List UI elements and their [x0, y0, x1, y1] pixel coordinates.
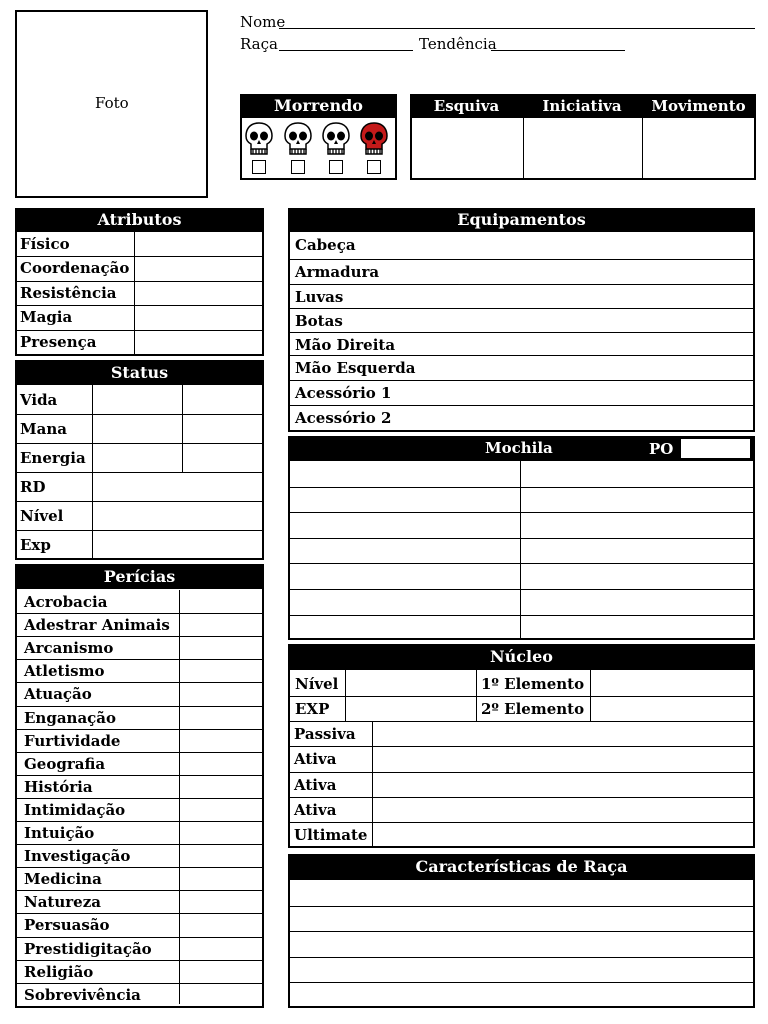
row-divider	[288, 563, 755, 564]
row-divider	[288, 487, 755, 488]
skill-label: Investigação	[24, 847, 131, 866]
skill-value-field[interactable]	[181, 938, 261, 959]
equipment-field[interactable]	[420, 310, 750, 330]
row-divider	[15, 530, 264, 531]
attribute-label: Coordenação	[20, 259, 130, 278]
ability-field[interactable]	[375, 824, 752, 846]
row-divider	[15, 501, 264, 502]
core-exp-field[interactable]	[347, 698, 474, 719]
attribute-label: Resistência	[20, 283, 117, 302]
gold-field[interactable]	[681, 439, 750, 458]
alignment-field[interactable]	[491, 33, 625, 50]
skill-label: Prestidigitação	[24, 939, 152, 958]
skill-label: Natureza	[24, 893, 101, 912]
skills-title: Perícias	[15, 564, 264, 589]
status-current-field[interactable]	[94, 387, 180, 412]
column-divider	[179, 590, 180, 1004]
skill-label: História	[24, 777, 93, 796]
skill-value-field[interactable]	[181, 822, 261, 843]
backpack-item-field[interactable]	[291, 591, 517, 613]
row-divider	[288, 615, 755, 616]
movement-label: Movimento	[651, 97, 746, 115]
skull-icon	[244, 122, 274, 156]
backpack-title: Mochila	[485, 439, 553, 457]
ability-label: Ativa	[294, 776, 337, 794]
attribute-label: Físico	[20, 235, 70, 253]
skull-icon	[283, 122, 313, 156]
row-divider	[288, 589, 755, 590]
row-divider	[288, 512, 755, 513]
element-2-label: 2º Elemento	[481, 700, 585, 718]
attribute-value-field[interactable]	[136, 332, 260, 352]
row-divider	[288, 721, 755, 722]
equipment-label: Botas	[295, 312, 343, 330]
status-label: Exp	[20, 536, 51, 554]
race-label: Raça	[240, 35, 278, 53]
status-label: Mana	[20, 420, 67, 438]
core-level-label: Nível	[295, 675, 339, 693]
ability-field[interactable]	[375, 748, 752, 770]
skill-value-field[interactable]	[181, 776, 261, 797]
backpack-item-field[interactable]	[291, 489, 517, 511]
status-label: Nível	[20, 507, 64, 525]
row-divider	[288, 906, 755, 907]
skill-value-field[interactable]	[181, 637, 261, 658]
backpack-item-field[interactable]	[291, 540, 517, 562]
element-1-field[interactable]	[592, 673, 752, 694]
ability-label: Ultimate	[294, 826, 368, 844]
attribute-value-field[interactable]	[136, 258, 260, 278]
skill-label: Sobrevivência	[24, 985, 141, 1004]
status-max-field[interactable]	[184, 445, 260, 470]
ability-label: Passiva	[294, 725, 356, 743]
column-divider	[476, 670, 477, 721]
skill-value-field[interactable]	[181, 961, 261, 982]
death-save-checkbox[interactable]	[329, 160, 343, 174]
race-trait-field[interactable]	[291, 933, 752, 955]
column-divider	[134, 232, 135, 356]
skill-label: Persuasão	[24, 916, 110, 935]
row-divider	[288, 931, 755, 932]
skill-label: Religião	[24, 962, 94, 981]
equipment-label: Luvas	[295, 288, 344, 306]
equipment-label: Mão Esquerda	[295, 359, 416, 377]
attribute-value-field[interactable]	[136, 307, 260, 327]
status-value-field[interactable]	[94, 474, 260, 499]
backpack-item-field[interactable]	[522, 489, 752, 511]
attribute-value-field[interactable]	[136, 234, 260, 254]
skill-label: Enganação	[24, 708, 117, 727]
core-level-field[interactable]	[347, 673, 474, 694]
equipment-label: Acessório 1	[295, 384, 392, 402]
row-divider	[288, 405, 755, 406]
backpack-item-field[interactable]	[522, 514, 752, 536]
equipment-label: Armadura	[295, 263, 380, 281]
equipment-field[interactable]	[420, 286, 750, 306]
skill-label: Arcanismo	[24, 639, 114, 658]
skull-icon	[321, 122, 351, 156]
status-current-field[interactable]	[94, 445, 180, 470]
row-divider	[15, 414, 264, 415]
row-divider	[288, 380, 755, 381]
row-divider	[288, 746, 755, 747]
skill-value-field[interactable]	[181, 753, 261, 774]
skill-value-field[interactable]	[181, 845, 261, 866]
equipment-field[interactable]	[420, 334, 750, 353]
skill-value-field[interactable]	[181, 891, 261, 912]
row-divider	[288, 982, 755, 983]
status-value-field[interactable]	[94, 532, 260, 557]
equipment-field[interactable]	[420, 407, 750, 428]
death-save-checkbox[interactable]	[291, 160, 305, 174]
attribute-value-field[interactable]	[136, 283, 260, 303]
ability-label: Ativa	[294, 750, 337, 768]
row-divider	[288, 538, 755, 539]
equipment-field[interactable]	[420, 382, 750, 403]
alignment-label: Tendência	[419, 35, 497, 53]
status-title: Status	[15, 360, 264, 385]
row-divider	[288, 332, 755, 333]
row-divider	[288, 259, 755, 260]
skill-value-field[interactable]	[181, 614, 261, 635]
dodge-field[interactable]	[413, 121, 521, 177]
row-divider	[15, 305, 264, 306]
row-divider	[15, 443, 264, 444]
race-field[interactable]	[279, 33, 413, 50]
initiative-label: Iniciativa	[542, 97, 622, 115]
photo-label: Foto	[95, 94, 129, 112]
equipment-title: Equipamentos	[288, 208, 755, 232]
row-divider	[15, 281, 264, 282]
status-max-field[interactable]	[184, 416, 260, 441]
row-divider	[15, 1006, 264, 1007]
ability-field[interactable]	[375, 774, 752, 795]
equipment-field[interactable]	[420, 234, 750, 257]
skill-label: Adestrar Animais	[24, 616, 170, 635]
backpack-item-field[interactable]	[522, 463, 752, 485]
race-trait-field[interactable]	[291, 959, 752, 981]
backpack-item-field[interactable]	[291, 617, 517, 639]
race-trait-field[interactable]	[291, 882, 752, 904]
skill-label: Intimidação	[24, 800, 126, 819]
column-divider	[92, 385, 93, 560]
column-divider	[590, 670, 591, 721]
core-exp-label: EXP	[295, 700, 330, 718]
skill-value-field[interactable]	[181, 660, 261, 681]
status-label: RD	[20, 478, 46, 496]
skill-value-field[interactable]	[181, 730, 261, 751]
row-divider	[288, 355, 755, 356]
ability-field[interactable]	[375, 799, 752, 820]
backpack-item-field[interactable]	[522, 617, 752, 639]
skill-label: Atletismo	[24, 662, 105, 681]
column-divider	[345, 670, 346, 721]
name-field[interactable]	[279, 11, 755, 28]
name-label: Nome	[240, 13, 286, 31]
movement-field[interactable]	[645, 121, 753, 177]
skill-value-field[interactable]	[181, 868, 261, 889]
column-divider	[520, 461, 521, 640]
skill-label: Geografia	[24, 754, 106, 773]
race-trait-field[interactable]	[291, 908, 752, 930]
death-save-checkbox[interactable]	[367, 160, 381, 174]
status-label: Vida	[20, 391, 58, 409]
skill-value-field[interactable]	[181, 914, 261, 935]
row-divider	[15, 472, 264, 473]
equipment-field[interactable]	[420, 261, 750, 282]
equipment-label: Acessório 2	[295, 409, 392, 427]
row-divider	[288, 308, 755, 309]
skill-value-field[interactable]	[181, 799, 261, 820]
race-trait-field[interactable]	[291, 984, 752, 1006]
race-traits-title: Características de Raça	[288, 854, 755, 880]
initiative-field[interactable]	[526, 121, 640, 177]
skill-label: Furtividade	[24, 731, 121, 750]
skill-label: Atuação	[24, 685, 92, 704]
backpack-item-field[interactable]	[522, 565, 752, 587]
equipment-field[interactable]	[420, 357, 750, 378]
backpack-item-field[interactable]	[522, 540, 752, 562]
equipment-label: Cabeça	[295, 236, 356, 254]
row-divider	[288, 822, 755, 823]
element-1-label: 1º Elemento	[481, 675, 585, 693]
status-value-field[interactable]	[94, 503, 260, 528]
row-divider	[288, 696, 755, 697]
status-max-field[interactable]	[184, 387, 260, 412]
backpack-item-field[interactable]	[291, 565, 517, 587]
backpack-item-field[interactable]	[291, 463, 517, 485]
skill-value-field[interactable]	[181, 591, 261, 612]
status-label: Energia	[20, 449, 86, 467]
attributes-title: Atributos	[15, 208, 264, 232]
status-current-field[interactable]	[94, 416, 180, 441]
gold-label: PO	[649, 440, 674, 458]
equipment-label: Mão Direita	[295, 336, 396, 354]
attribute-label: Magia	[20, 308, 73, 327]
dying-title: Morrendo	[240, 94, 397, 118]
ability-label: Ativa	[294, 801, 337, 819]
skill-label: Acrobacia	[24, 593, 108, 611]
skill-label: Intuição	[24, 824, 95, 842]
row-divider	[15, 330, 264, 331]
skill-value-field[interactable]	[181, 707, 261, 728]
photo-box[interactable]	[15, 10, 208, 198]
element-2-field[interactable]	[592, 698, 752, 719]
skill-label: Medicina	[24, 870, 102, 889]
ability-field[interactable]	[375, 723, 752, 744]
row-divider	[288, 957, 755, 958]
skill-value-field[interactable]	[181, 984, 261, 1005]
backpack-item-field[interactable]	[291, 514, 517, 536]
column-divider	[372, 721, 373, 848]
death-save-checkbox[interactable]	[252, 160, 266, 174]
attribute-label: Presença	[20, 332, 97, 351]
skill-value-field[interactable]	[181, 683, 261, 704]
skull-icon	[359, 122, 389, 156]
dodge-label: Esquiva	[433, 97, 500, 115]
column-divider	[182, 385, 183, 472]
core-title: Núcleo	[288, 644, 755, 670]
row-divider	[288, 797, 755, 798]
row-divider	[15, 256, 264, 257]
row-divider	[288, 772, 755, 773]
backpack-item-field[interactable]	[522, 591, 752, 613]
row-divider	[288, 284, 755, 285]
